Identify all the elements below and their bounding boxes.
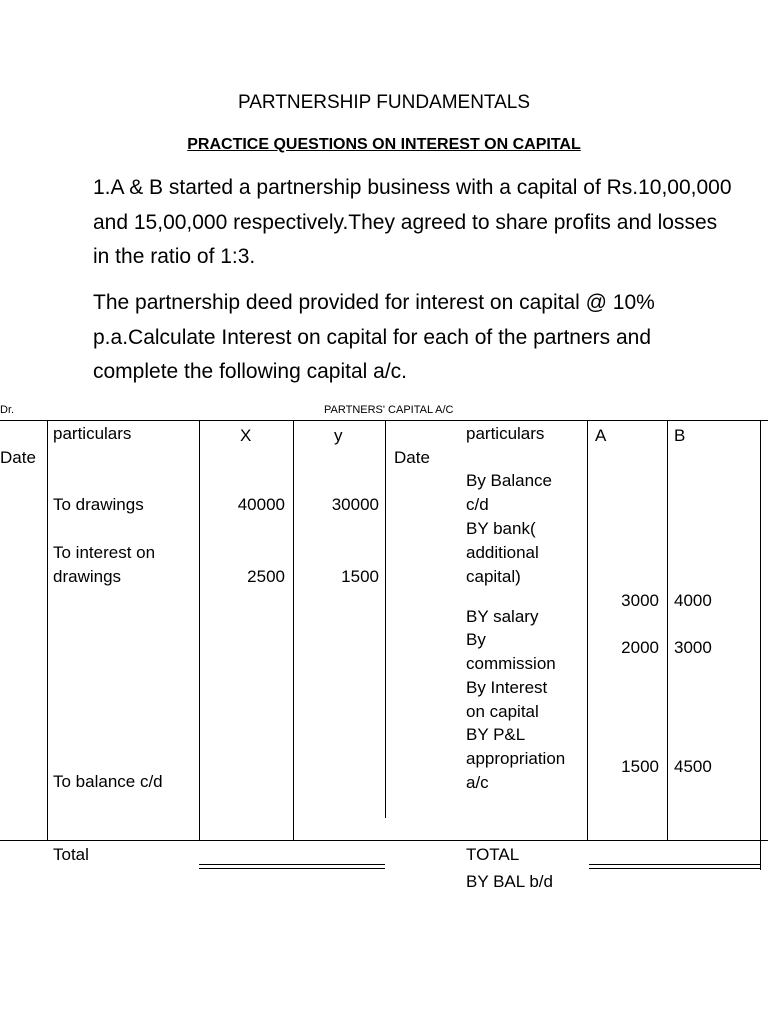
credit-total-rule — [589, 868, 761, 869]
dr-label: Dr. — [0, 404, 15, 416]
debit-total-rule — [199, 864, 385, 865]
credit-total-label: TOTAL — [466, 845, 520, 864]
debit-date-header: Date — [0, 448, 36, 467]
credit-particulars-line: appropriation — [466, 749, 566, 768]
ledger-bottom-rule — [0, 840, 768, 841]
debit-x-header: X — [240, 426, 252, 445]
credit-b-header: B — [674, 426, 686, 445]
debit-row-x-value: 2500 — [247, 567, 285, 586]
column-divider — [47, 420, 48, 840]
credit-total-rule — [589, 864, 761, 865]
column-divider — [760, 420, 761, 870]
credit-particulars-line: additional — [466, 543, 539, 562]
center-divider — [385, 420, 386, 818]
credit-b-value: 4500 — [674, 757, 712, 776]
balance-bd-label: BY BAL b/d — [466, 872, 553, 891]
credit-a-value: 2000 — [621, 638, 659, 657]
credit-b-value: 4000 — [674, 591, 712, 610]
credit-particulars-line: commission — [466, 654, 556, 673]
debit-row-particulars: To drawings — [53, 495, 144, 514]
page-title: PARTNERSHIP FUNDAMENTALS — [237, 92, 531, 113]
debit-row-particulars: To interest on drawings — [53, 543, 156, 586]
debit-row-x-value: 40000 — [237, 495, 285, 514]
section-subtitle: PRACTICE QUESTIONS ON INTEREST ON CAPITAL — [187, 136, 581, 153]
credit-particulars-line: By — [466, 630, 486, 649]
ledger-top-rule — [0, 420, 768, 421]
debit-particulars-header: particulars — [53, 424, 132, 443]
credit-particulars-header: particulars — [466, 424, 545, 443]
credit-a-value: 1500 — [621, 757, 659, 776]
credit-particulars-line: a/c — [466, 773, 489, 792]
credit-particulars-line: BY P&L — [466, 725, 526, 744]
debit-row-y-value: 30000 — [331, 495, 379, 514]
question-paragraph-2: The partnership deed provided for interest on capital @ 10% p.a.Calculate Interest on capital for each of the partners and complete the following capital a/c. — [93, 291, 655, 383]
credit-particulars-line: on capital — [466, 702, 539, 721]
column-divider — [587, 420, 588, 840]
credit-a-value: 3000 — [621, 591, 659, 610]
ledger-title: PARTNERS' CAPITAL A/C — [324, 404, 454, 416]
debit-total-rule — [199, 868, 385, 869]
credit-a-header: A — [595, 426, 607, 445]
credit-particulars-line: BY bank( — [466, 519, 536, 538]
credit-particulars-line: BY salary — [466, 607, 539, 626]
credit-particulars-line: c/d — [466, 495, 489, 514]
credit-particulars-line: By Interest — [466, 678, 548, 697]
debit-row-y-value: 1500 — [341, 567, 379, 586]
column-divider — [293, 420, 294, 840]
question-paragraph-1: 1.A & B started a partnership business with a capital of Rs.10,00,000 and 15,00,000 respectively.They agreed to share profits and losses in the ratio of 1:3. — [93, 176, 732, 268]
debit-total-label: Total — [53, 845, 89, 864]
debit-row-particulars: To balance c/d — [53, 772, 163, 791]
credit-particulars-line: By Balance — [466, 471, 552, 490]
credit-particulars-line: capital) — [466, 567, 521, 586]
column-divider — [199, 420, 200, 840]
debit-y-header: y — [334, 426, 343, 445]
credit-date-header: Date — [394, 448, 430, 467]
column-divider — [667, 420, 668, 840]
credit-b-value: 3000 — [674, 638, 712, 657]
